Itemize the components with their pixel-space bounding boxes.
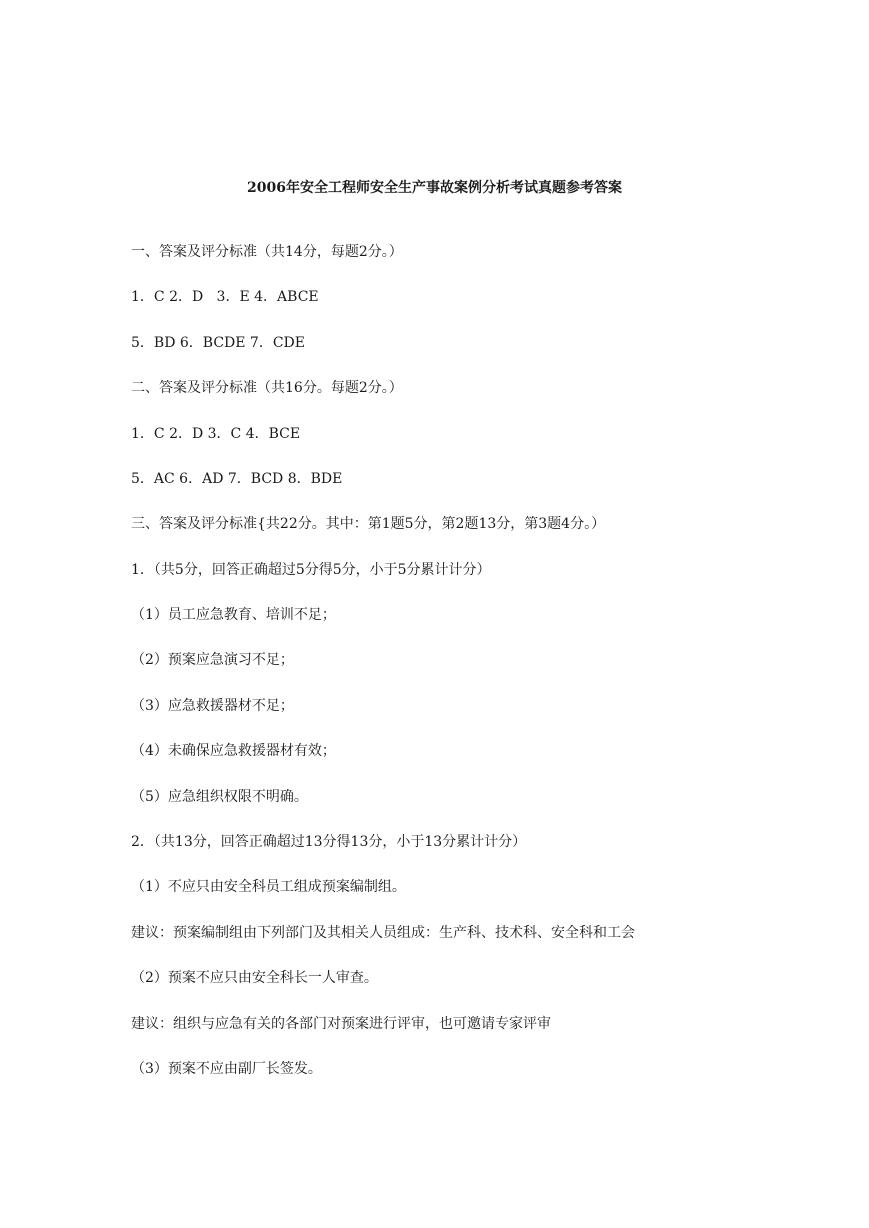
section-1-heading: 一、答案及评分标准（共14分，每题2分。）	[131, 244, 403, 260]
question-1-item-1: （1）员工应急教育、培训不足；	[131, 607, 336, 623]
question-1-item-2: （2）预案应急演习不足；	[131, 652, 294, 668]
question-2-heading: 2．（共13分，回答正确超过13分得13分，小于13分累计计分）	[131, 834, 527, 850]
question-2-item-2: （2）预案不应只由安全科长一人审查。	[131, 970, 378, 986]
question-2-suggestion-1: 建议：预案编制组由下列部门及其相关人员组成：生产科、技术科、安全科和工会	[131, 925, 635, 941]
section-2-heading: 二、答案及评分标准（共16分。每题2分。）	[131, 380, 403, 396]
section-2-answers-row-1: 1．C 2．D 3．C 4．BCE	[131, 426, 301, 442]
question-1-item-4: （4）未确保应急救援器材有效；	[131, 743, 336, 759]
section-3-heading: 三、答案及评分标准{共22分。其中：第1题5分，第2题13分，第3题4分。）	[131, 516, 606, 532]
document-title: 2006年安全工程师安全生产事故案例分析考试真题参考答案	[247, 180, 622, 196]
section-2-answers-row-2: 5．AC 6．AD 7．BCD 8．BDE	[131, 471, 343, 487]
question-2-item-1: （1）不应只由安全科员工组成预案编制组。	[131, 879, 406, 895]
question-1-item-3: （3）应急救援器材不足；	[131, 698, 294, 714]
question-2-suggestion-2: 建议：组织与应急有关的各部门对预案进行评审，也可邀请专家评审	[131, 1016, 551, 1032]
question-1-item-5: （5）应急组织权限不明确。	[131, 789, 308, 805]
section-1-answers-row-1: 1．C 2．D 3．E 4．ABCE	[131, 289, 319, 305]
question-2-item-3: （3）预案不应由副厂长签发。	[131, 1061, 322, 1077]
question-1-heading: 1．（共5分，回答正确超过5分得5分，小于5分累计计分）	[131, 562, 491, 578]
section-1-answers-row-2: 5．BD 6．BCDE 7．CDE	[131, 335, 305, 351]
